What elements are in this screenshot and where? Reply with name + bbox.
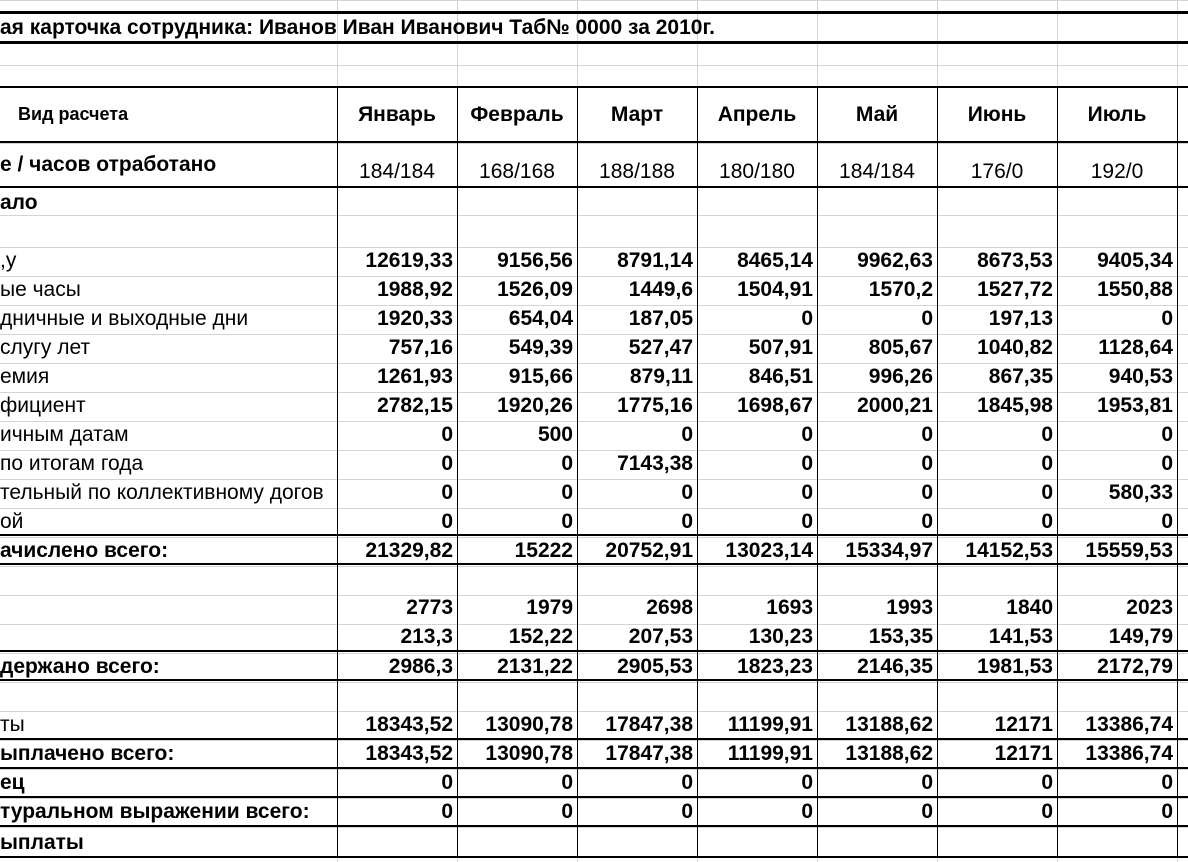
payout-row-label: ты	[0, 713, 25, 736]
hours-label: е / часов отработано	[0, 153, 217, 176]
row-gridline	[0, 537, 1188, 538]
accrued-total-bottom-border	[0, 563, 1188, 565]
accrual-row-value: 1698,67	[737, 394, 813, 417]
payout-row-value: 12171	[994, 713, 1053, 736]
deduction-row-value: 2023	[1126, 596, 1173, 619]
payout-row-value: 18343,52	[365, 713, 453, 736]
misc-row-value: 0	[1041, 771, 1053, 794]
accrual-row-value: 654,04	[508, 307, 573, 330]
accrual-row-value: 9962,63	[857, 249, 933, 272]
accrual-row-value: 0	[1161, 510, 1173, 533]
accrual-row-value: 0	[681, 423, 693, 446]
row-gridline	[0, 305, 1188, 306]
deducted-total-value: 2986,3	[388, 655, 453, 678]
payout-row-value: 17847,38	[605, 713, 693, 736]
month-header: Июль	[1087, 103, 1147, 126]
deduction-row-value: 1693	[766, 596, 813, 619]
month-header: Май	[855, 103, 899, 126]
misc-row-value: 0	[921, 771, 933, 794]
deduction-row-value: 1840	[1006, 596, 1053, 619]
accrued-total-top-border	[0, 534, 1188, 536]
accrual-row-value: 805,67	[868, 336, 933, 359]
row-gridline	[0, 769, 1188, 770]
accrual-row-value: 0	[921, 452, 933, 475]
row-gridline	[0, 798, 1188, 799]
accrued-total-value: 15334,97	[845, 539, 933, 562]
deduction-row-value: 153,35	[868, 625, 933, 648]
deduction-row-value: 152,22	[508, 625, 573, 648]
accrual-row-value: 1504,91	[737, 278, 813, 301]
accrual-row-value: 846,51	[748, 365, 813, 388]
accrual-row-value: 1526,09	[497, 278, 573, 301]
accrual-row-value: 1953,81	[1097, 394, 1173, 417]
month-header: Апрель	[717, 103, 797, 126]
accrual-row-value: 915,66	[508, 365, 573, 388]
accrual-row-value: 0	[921, 423, 933, 446]
section-accrued-label: ало	[0, 191, 38, 214]
hours-value: 176/0	[970, 160, 1024, 183]
natural-total-label: туральном выражении всего:	[0, 800, 310, 823]
row-gridline	[0, 827, 1188, 828]
deducted-total-value: 2905,53	[617, 655, 693, 678]
deducted-total-value: 2172,79	[1097, 655, 1173, 678]
deducted-total-label: держано всего:	[0, 655, 160, 678]
accrual-row-value: 0	[1041, 510, 1053, 533]
accrual-row-value: 8465,14	[737, 249, 813, 272]
month-header: Март	[610, 103, 664, 126]
deduction-row-value: 213,3	[400, 625, 453, 648]
row-gridline	[0, 334, 1188, 335]
accrual-row-value: 1570,2	[868, 278, 933, 301]
header-bottom-border	[0, 141, 1188, 143]
accrual-row-value: 527,47	[628, 336, 693, 359]
accrual-row-value: 0	[801, 481, 813, 504]
accrual-row-value: 996,26	[868, 365, 933, 388]
deduction-row-value: 2698	[646, 596, 693, 619]
accrual-row-value: 8673,53	[977, 249, 1053, 272]
accrual-row-value: 2000,21	[857, 394, 933, 417]
deduction-row-value: 2773	[406, 596, 453, 619]
accrual-row-value: 0	[681, 481, 693, 504]
accrual-row-value: 879,11	[629, 365, 693, 388]
accrual-row-value: 1920,33	[377, 307, 453, 330]
accrual-row-value: 0	[561, 510, 573, 533]
accrual-row-value: 8791,14	[617, 249, 693, 272]
paid-total-value: 18343,52	[365, 742, 453, 765]
accrual-row-value: 0	[801, 510, 813, 533]
natural-total-value: 0	[921, 800, 933, 823]
accrual-row-value: 0	[801, 423, 813, 446]
accrual-row-value: 7143,38	[617, 452, 693, 475]
header-label: Вид расчета	[18, 104, 129, 124]
paid-total-value: 12171	[994, 742, 1053, 765]
accrued-total-value: 20752,91	[605, 539, 693, 562]
deduction-row-value: 141,53	[988, 625, 1053, 648]
deduction-row-value: 149,79	[1108, 625, 1173, 648]
row-gridline	[0, 363, 1188, 364]
month-header: Июнь	[967, 103, 1027, 126]
natural-total-value: 0	[441, 800, 453, 823]
misc-row-value: 0	[1161, 771, 1173, 794]
accrual-row-value: 0	[801, 452, 813, 475]
accrual-row-value: 2782,15	[377, 394, 453, 417]
accrual-row-value: 1988,92	[377, 278, 453, 301]
misc-row-value: 0	[681, 771, 693, 794]
row-gridline	[0, 65, 1188, 66]
accrual-row-value: 757,16	[388, 336, 453, 359]
accrual-row-value: 0	[921, 307, 933, 330]
accrual-row-value: 9156,56	[497, 249, 573, 272]
accrual-row-value: 0	[921, 510, 933, 533]
row-gridline	[0, 566, 1188, 567]
accrual-row-value: 867,35	[988, 365, 1053, 388]
deducted-total-value: 1823,23	[737, 655, 813, 678]
row-gridline	[0, 276, 1188, 277]
hours-value: 188/188	[599, 160, 675, 183]
natural-total-value: 0	[561, 800, 573, 823]
accrual-row-value: 9405,34	[1097, 249, 1173, 272]
accrual-row-label: по итогам года	[0, 452, 144, 475]
accrual-row-value: 187,05	[628, 307, 693, 330]
accrual-row-value: 12619,33	[365, 249, 453, 272]
accrual-row-value: 0	[1161, 307, 1173, 330]
hours-value: 168/168	[479, 160, 555, 183]
row-gridline	[0, 711, 1188, 712]
accrual-row-value: 0	[441, 452, 453, 475]
payout-row-value: 13386,74	[1085, 713, 1173, 736]
natural-total-value: 0	[1161, 800, 1173, 823]
column-border	[1177, 86, 1178, 858]
accrual-row-value: 197,13	[988, 307, 1053, 330]
deducted-total-value: 1981,53	[977, 655, 1053, 678]
accrued-total-value: 15559,53	[1085, 539, 1173, 562]
row-gridline	[0, 392, 1188, 393]
row-gridline	[0, 143, 1188, 144]
row-gridline	[0, 450, 1188, 451]
accrual-row-label: слугу лет	[0, 336, 91, 359]
row-gridline	[0, 0, 1188, 1]
deducted-total-top-border	[0, 650, 1188, 652]
accrual-row-label: емия	[0, 365, 50, 388]
accrued-total-value: 15222	[514, 539, 573, 562]
misc-row-value: 0	[801, 771, 813, 794]
accrual-row-value: 0	[921, 481, 933, 504]
accrual-row-value: 1261,93	[377, 365, 453, 388]
accrual-row-value: 1128,64	[1098, 336, 1173, 359]
natural-total-value: 0	[1041, 800, 1053, 823]
payout-row-value: 13188,62	[845, 713, 933, 736]
paid-total-bottom-border	[0, 767, 1188, 769]
accrual-row-label: дничные и выходные дни	[0, 307, 249, 330]
deduction-row-value: 130,23	[748, 625, 813, 648]
accrual-row-value: 0	[1041, 423, 1053, 446]
paid-total-top-border	[0, 738, 1188, 740]
row-gridline	[0, 740, 1188, 741]
accrued-total-label: ачислено всего:	[0, 539, 169, 562]
accrual-row-value: 1920,26	[497, 394, 573, 417]
accrual-row-value: 940,53	[1108, 365, 1173, 388]
accrued-total-value: 21329,82	[365, 539, 453, 562]
accrued-total-value: 14152,53	[965, 539, 1053, 562]
misc-row-value: 0	[561, 771, 573, 794]
accrual-row-value: 0	[801, 307, 813, 330]
paid-total-value: 17847,38	[605, 742, 693, 765]
accrual-row-value: 500	[537, 423, 573, 446]
paid-total-value: 11199,91	[727, 742, 813, 765]
card-title: ая карточка сотрудника: Иванов Иван Иванович Таб№ 0000 за 2010г.	[0, 16, 715, 39]
misc-row-label: ец	[0, 771, 25, 794]
table-bottom-border	[0, 856, 1188, 858]
paid-total-value: 13090,78	[485, 742, 573, 765]
accrual-row-value: 1449,6	[628, 278, 693, 301]
deduction-row-label	[0, 625, 337, 649]
hours-value: 184/184	[839, 160, 915, 183]
hours-value: 180/180	[719, 160, 795, 183]
deduction-row-value: 1993	[886, 596, 933, 619]
natural-total-value: 0	[681, 800, 693, 823]
payout-row-value: 11199,91	[727, 713, 813, 736]
hours-bottom-border	[0, 186, 1188, 188]
accrual-row-label: ые часы	[0, 278, 81, 301]
deduction-row-value: 207,53	[628, 625, 693, 648]
natural-total-value: 0	[801, 800, 813, 823]
row-gridline	[0, 653, 1188, 654]
month-header: Февраль	[470, 103, 564, 126]
accrual-row-label: ,у	[0, 249, 17, 272]
natural-total-top-border	[0, 796, 1188, 798]
hours-value: 192/0	[1090, 160, 1144, 183]
hours-value: 184/184	[359, 160, 435, 183]
accrual-row-value: 580,33	[1108, 481, 1173, 504]
row-gridline	[0, 215, 1188, 216]
accrual-row-value: 0	[441, 481, 453, 504]
accrual-row-value: 0	[561, 481, 573, 504]
row-gridline	[0, 479, 1188, 480]
deduction-row-value: 1979	[526, 596, 573, 619]
month-header: Январь	[358, 103, 436, 126]
accrued-total-value: 13023,14	[725, 539, 813, 562]
natural-total-bottom-border	[0, 825, 1188, 827]
paid-total-value: 13188,62	[845, 742, 933, 765]
accrual-row-value: 0	[681, 510, 693, 533]
accrual-row-value: 1550,88	[1097, 278, 1173, 301]
accrual-row-label: тельный по коллективному догов	[0, 481, 324, 504]
accrual-row-value: 507,91	[748, 336, 813, 359]
accrual-row-value: 1527,72	[977, 278, 1053, 301]
accrual-row-value: 0	[1161, 452, 1173, 475]
deduction-row-label	[0, 596, 337, 620]
misc-row-value: 0	[441, 771, 453, 794]
row-gridline	[0, 247, 1188, 248]
row-gridline	[0, 682, 1188, 683]
last-section-label: ыплаты	[0, 831, 84, 854]
accrual-row-label: ой	[0, 510, 24, 533]
accrual-row-value: 1040,82	[977, 336, 1053, 359]
accrual-row-value: 0	[1161, 423, 1173, 446]
accrual-row-value: 1845,98	[977, 394, 1053, 417]
deducted-total-value: 2131,22	[497, 655, 573, 678]
accrual-row-label: ичным датам	[0, 423, 129, 446]
table-top-border	[0, 86, 1188, 88]
payout-row-value: 13090,78	[485, 713, 573, 736]
row-gridline	[0, 421, 1188, 422]
paid-total-label: ыплачено всего:	[0, 742, 175, 765]
accrual-row-label: фициент	[0, 394, 86, 417]
paid-total-value: 13386,74	[1085, 742, 1173, 765]
accrual-row-value: 0	[1041, 481, 1053, 504]
accrual-row-value: 0	[561, 452, 573, 475]
accrual-row-value: 549,39	[508, 336, 573, 359]
accrual-row-value: 0	[441, 423, 453, 446]
accrual-row-value: 1775,16	[617, 394, 693, 417]
deducted-total-bottom-border	[0, 679, 1188, 681]
accrual-row-value: 0	[1041, 452, 1053, 475]
row-gridline	[0, 508, 1188, 509]
accrual-row-value: 0	[441, 510, 453, 533]
deducted-total-value: 2146,35	[857, 655, 933, 678]
